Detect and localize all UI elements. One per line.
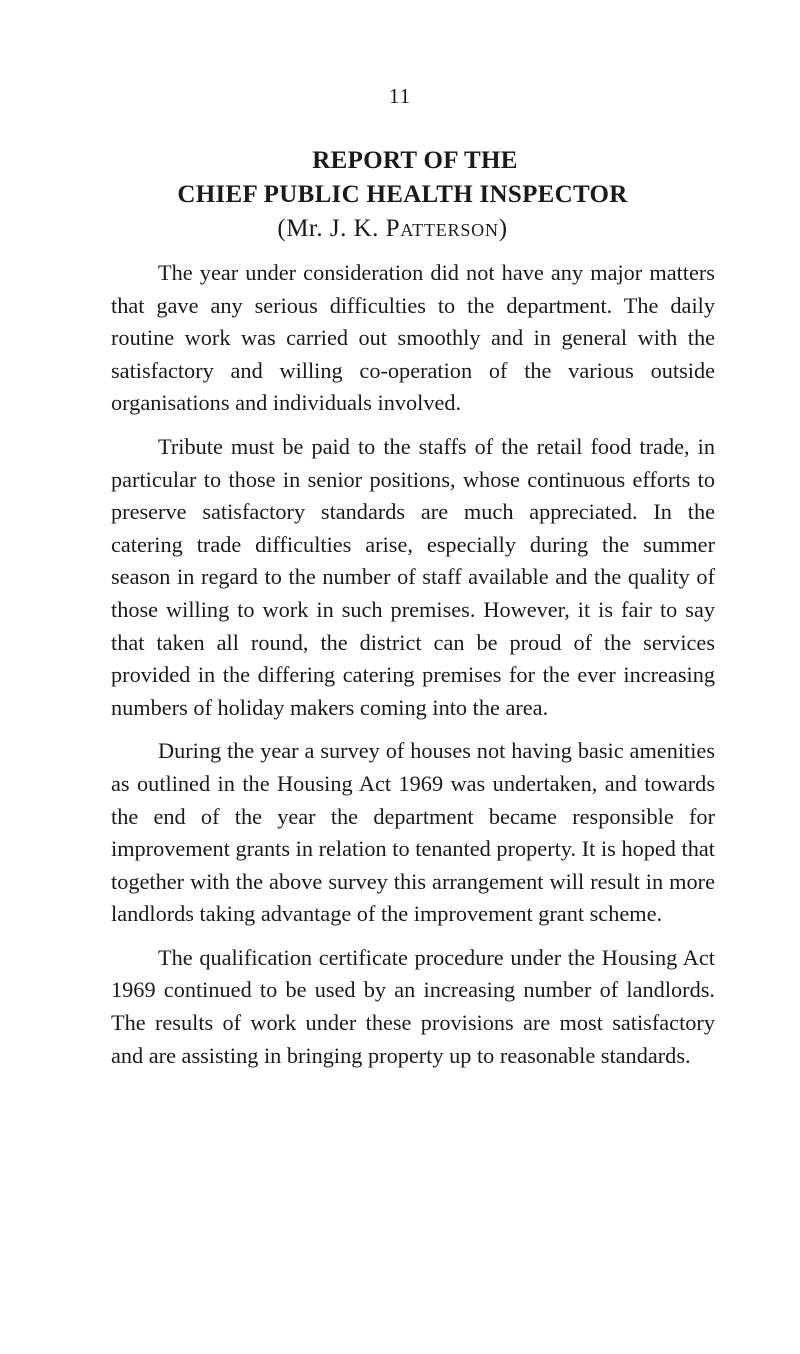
paragraph-3: During the year a survey of houses not having basic amenities as outlined in the Housing Act 1969 was undertaken, and towards the end of the year the department became responsible for improvement grants in relation to tenanted property. It is hoped that together with the above survey this arrangement will result in more landlords taking advantage of the improvement grant scheme.: [111, 738, 715, 927]
report-title: REPORT OF THE: [312, 147, 518, 174]
page-number: 11: [388, 84, 412, 108]
report-author: [0, 212, 800, 246]
paragraph-4: The qualification certificate procedure under the Housing Act 1969 continued to be used by an increasing number of landlords. The results of work under these provisions are most satisfactory and are assisting in bringing property up to reasonable standards.: [111, 944, 715, 1068]
author-surname: Patterson: [385, 215, 499, 242]
author-suffix: ): [498, 215, 508, 242]
paragraph-2: Tribute must be paid to the staffs of the retail food trade, in particular to those in senior positions, whose continuous efforts to preserve satisfactory standards are much appreciated. In the catering trade difficulties arise, especially during the summer season in regard to the number of staff available and the quality of those willing to work in such premises. However, it is fair to say that taken all round, the district can be proud of the services provided in the differing catering premises for the ever increasing numbers of holiday makers coming into the area.: [111, 433, 715, 720]
report-heading: [0, 144, 800, 246]
report-body: [111, 257, 715, 1083]
paragraph-1: The year under consideration did not have any major matters that gave any serious difficulties to the department. The daily routine work was carried out smoothly and in general with the satisfactory and willing co-operation of the various outside organisations and individuals involved.: [111, 260, 715, 416]
report-subtitle: CHIEF PUBLIC HEALTH INSPECTOR: [177, 181, 628, 208]
author-prefix: (Mr. J. K.: [277, 215, 386, 242]
